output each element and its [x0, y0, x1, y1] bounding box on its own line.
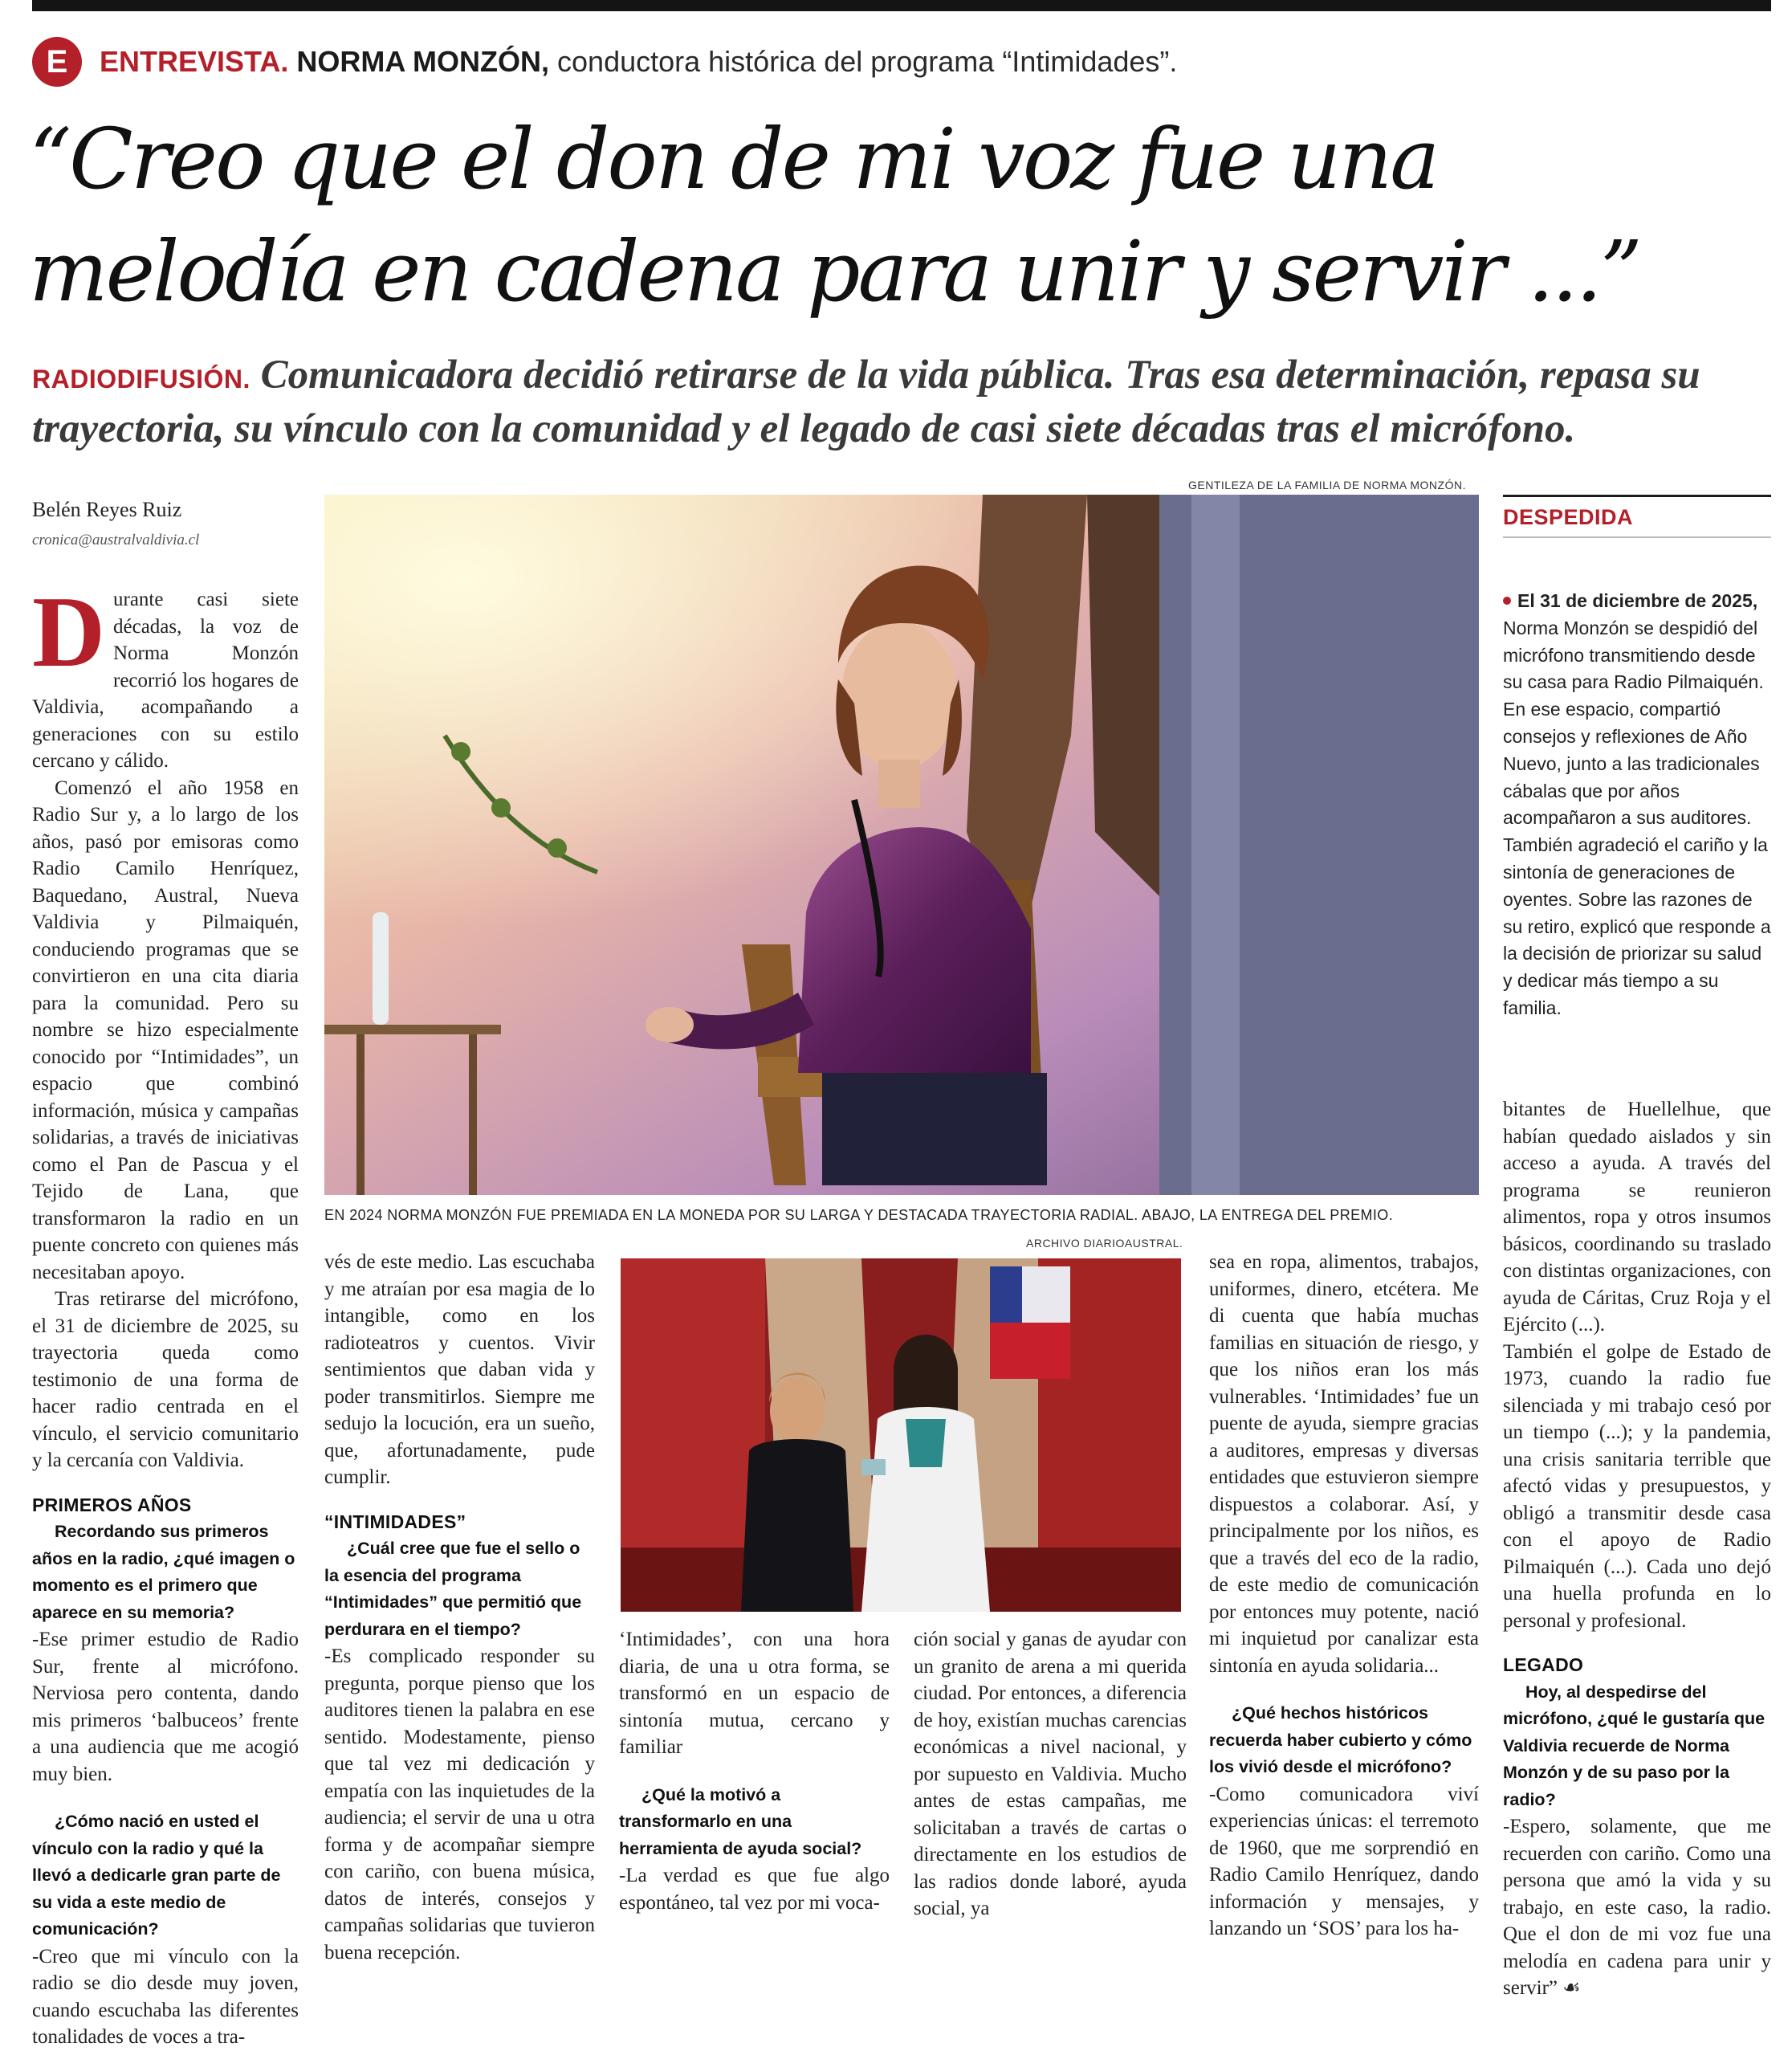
- sidebar-title: DESPEDIDA: [1503, 505, 1634, 529]
- sidebar-lead: El 31 de diciembre de 2025,: [1517, 590, 1758, 611]
- author-name: Belén Reyes Ruiz: [32, 498, 182, 521]
- drop-cap: D: [32, 577, 105, 688]
- answer-continued: ción social y ganas de ayudar con un granito de arena a mi querida ciudad. Por entonces, a diferencia de hoy, existían muchas carencias económicas a nivel nacional, y por supuesto en Valdivia. Mucho antes de estas campañas, me solicitaban a través de cartas o directamente en los estudios de las radios donde laboré, ayuda social, ya: [914, 1629, 1187, 1919]
- headline-line-1: “Creo que el don de mi voz fue una: [29, 110, 1438, 208]
- sidebar-rule: [1503, 495, 1771, 497]
- intro-text: urante casi siete décadas, la voz de Norma Monzón recorrió los hogares de Valdivia, acompañando a generaciones con su estilo cercano y cálido.: [32, 589, 299, 772]
- subhead: [32, 350, 1771, 454]
- photo-credit-secondary: ARCHIVO DIARIOAUSTRAL.: [1026, 1237, 1183, 1250]
- sidebar-divider: [1503, 536, 1771, 538]
- bullet-icon: [1503, 597, 1511, 605]
- section-heading-intimidades: “INTIMIDADES”: [324, 1511, 466, 1532]
- main-photo-illustration: [324, 495, 1479, 1195]
- kicker: [32, 32, 1771, 88]
- kicker-description: conductora histórica del programa “Intimidades”.: [557, 45, 1178, 78]
- photo-caption: EN 2024 NORMA MONZÓN FUE PREMIADA EN LA MONEDA POR SU LARGA Y DESTACADA TRAYECTORIA RADIAL. ABAJO, LA ENTREGA DEL PREMIO.: [324, 1207, 1394, 1223]
- question: Hoy, al despedirse del micrófono, ¿qué le gustaría que Valdivia recuerde de Norma Monzón y de su paso por la radio?: [1503, 1682, 1766, 1809]
- byline: [32, 498, 305, 549]
- question: ¿Qué hechos históricos recuerda haber cubierto y cómo los vivió desde el micrófono?: [1209, 1703, 1472, 1776]
- main-photo: [324, 495, 1479, 1195]
- answer-continued: ‘Intimidades’, con una hora diaria, de una u otra forma, se transformó en un espacio de sintonía mutua, cercano y familiar: [619, 1629, 890, 1758]
- body-column-6: [1503, 1096, 1771, 2002]
- kicker-section: ENTREVISTA.: [100, 45, 289, 78]
- award-photo-illustration: [621, 1258, 1181, 1612]
- answer-continued: vés de este medio. Las escuchaba y me atraían por esa magia de lo intangible, como en los radioteatros y cuentos. Vivir sentimientos que daban vida y poder transmitirlos. Siempre me sedujo la locución, era un sueño, que, afortunadamente, pude cumplir.: [324, 1251, 595, 1488]
- kicker-name: NORMA MONZÓN,: [296, 45, 550, 78]
- answer: [1503, 1813, 1771, 2002]
- headline: [29, 103, 1771, 328]
- headline-line-2: melodía en cadena para unir y servir ...”: [29, 222, 1640, 320]
- top-rule: [32, 0, 1771, 11]
- photo-credit: GENTILEZA DE LA FAMILIA DE NORMA MONZÓN.: [1188, 479, 1466, 491]
- section-badge: E: [32, 37, 82, 87]
- question: ¿Cuál cree que fue el sello o la esencia del programa “Intimidades” que permitió que perdurara en el tiempo?: [324, 1539, 582, 1639]
- answer: -Es complicado responder su pregunta, porque pienso que los auditores tienen la palabra en ese sentido. Modestamente, pienso que tal vez mi dedicación y empatía con las inquietudes de la audiencia; el servir de una u otra forma y de acompañar siempre con cariño, con buena música, datos de interés, consejos y campañas solidarias que tuvieron buena recepción.: [324, 1645, 595, 1963]
- sidebar-despedida: [1503, 495, 1771, 1022]
- end-mark-icon: ☙: [1562, 1977, 1581, 1999]
- body-column-1: [32, 577, 299, 2051]
- paragraph: Comenzó el año 1958 en Radio Sur y, a lo largo de los años, pasó por emisoras como Radio Camilo Henríquez, Baquedano, Austral, Nueva Valdivia y Pilmaiquén, conduciendo programas que se convirtieron en una cita diaria para la comunidad. Pero su nombre se hizo especialmente conocido por “Intimidades”, un espacio que combinó información, música y campañas solidarias, a través de iniciativas como el Pan de Pascua y el Tejido de Lana, que transformaron la radio en un puente concreto con quienes más necesitaban apoyo.: [32, 777, 299, 1283]
- question: ¿Cómo nació en usted el vínculo con la radio y qué la llevó a dedicarle gran parte de su vida a este medio de comunicación?: [32, 1812, 281, 1939]
- author-email[interactable]: cronica@australvaldivia.cl: [32, 532, 200, 548]
- paragraph: Tras retirarse del micrófono, el 31 de diciembre de 2025, su trayectoria queda como testimonio de una forma de hacer radio centrada en el vínculo, el servicio comunitario y la cercanía con Valdivia.: [32, 1288, 299, 1471]
- question: Recordando sus primeros años en la radio, ¿qué imagen o momento es el primero que aparece en su memoria?: [32, 1522, 295, 1622]
- body-column-2: [324, 1249, 595, 1966]
- subhead-tag: RADIODIFUSIÓN.: [32, 365, 250, 393]
- body-column-3: [619, 1626, 890, 1916]
- award-photo: [621, 1258, 1181, 1612]
- answer-continued: sea en ropa, alimentos, trabajos, uniformes, dinero, etcétera. Me di cuenta que había muchas familias en situación de riesgo, y que los niños eran los más vulnerables. ‘Intimidades’ fue un puente de ayuda, siempre gracias a auditores, empresas y diversas entidades que estuvieron siempre dispuestos a colaborar. Así, y principalmente por los niños, es que a través del eco de la radio, de este medio de comunicación por entonces muy potente, nació mi inquietud por canalizar esta sintonía en ayuda solidaria...: [1209, 1251, 1479, 1677]
- section-heading-legado: LEGADO: [1503, 1654, 1584, 1675]
- answer: -Como comunicadora viví experiencias únicas: el terremoto de 1960, que me sorprendió en Radio Camilo Henríquez, dando información y mensajes, y lanzando un ‘SOS’ para los ha-: [1209, 1783, 1479, 1939]
- sidebar-text: Norma Monzón se despidió del micrófono transmitiendo desde su casa para Radio Pilmaiquén. En ese espacio, compartió consejos y reflexiones de Año Nuevo, junto a las tradicionales cábalas que por años acompañaron a sus auditores. También agradeció el cariño y la sintonía de generaciones de oyentes. Sobre las razones de su retiro, explicó que responde a la decisión de priorizar su salud y dedicar más tiempo a su familia.: [1503, 617, 1771, 1018]
- answer: -Ese primer estudio de Radio Sur, frente al micrófono. Nerviosa pero contenta, dando mis primeros ‘balbuceos’ frente a una audiencia que me acogió muy bien.: [32, 1629, 299, 1785]
- paragraph: También el golpe de Estado de 1973, cuando la radio fue silenciada y mi trabajo cesó por un tiempo (...); y la pandemia, una crisis sanitaria terrible que afectó vidas y presupuestos, y obligó a transmitir desde casa con el apoyo de Radio Pilmaiquén (...). Cada uno dejó una huella profunda en lo personal y profesional.: [1503, 1340, 1771, 1632]
- body-column-4: [914, 1626, 1187, 1923]
- sidebar-body: [1503, 588, 1771, 1022]
- answer-continued: bitantes de Huellelhue, que habían quedado aislados y sin acceso a ayuda. A través del programa se reunieron alimentos, ropa y otros insumos básicos, coordinando su traslado con distintas organizaciones, con ayuda de Cáritas, Cruz Roja y el Ejército (...).: [1503, 1099, 1771, 1335]
- answer: -Creo que mi vínculo con la radio se dio desde muy joven, cuando escuchaba las diferentes tonalidades de voces a tra-: [32, 1945, 299, 2048]
- intro-paragraph: [32, 577, 299, 775]
- question: ¿Qué la motivó a transformarlo en una herramienta de ayuda social?: [619, 1784, 862, 1858]
- answer: -La verdad es que fue algo espontáneo, tal vez por mi voca-: [619, 1865, 890, 1914]
- kicker-text: [100, 42, 1177, 82]
- subhead-text: Comunicadora decidió retirarse de la vida pública. Tras esa determinación, repasa su trayectoria, su vínculo con la comunidad y el legado de casi siete décadas tras el micrófono.: [32, 353, 1700, 451]
- body-column-5: [1209, 1249, 1479, 1943]
- section-heading-primeros: PRIMEROS AÑOS: [32, 1494, 192, 1515]
- answer-text: -Espero, solamente, que me recuerden con cariño. Como una persona que amó la vida y su trabajo, en este caso, la radio. Que el don de mi voz fue una melodía en cadena para unir y servir”: [1503, 1816, 1771, 1999]
